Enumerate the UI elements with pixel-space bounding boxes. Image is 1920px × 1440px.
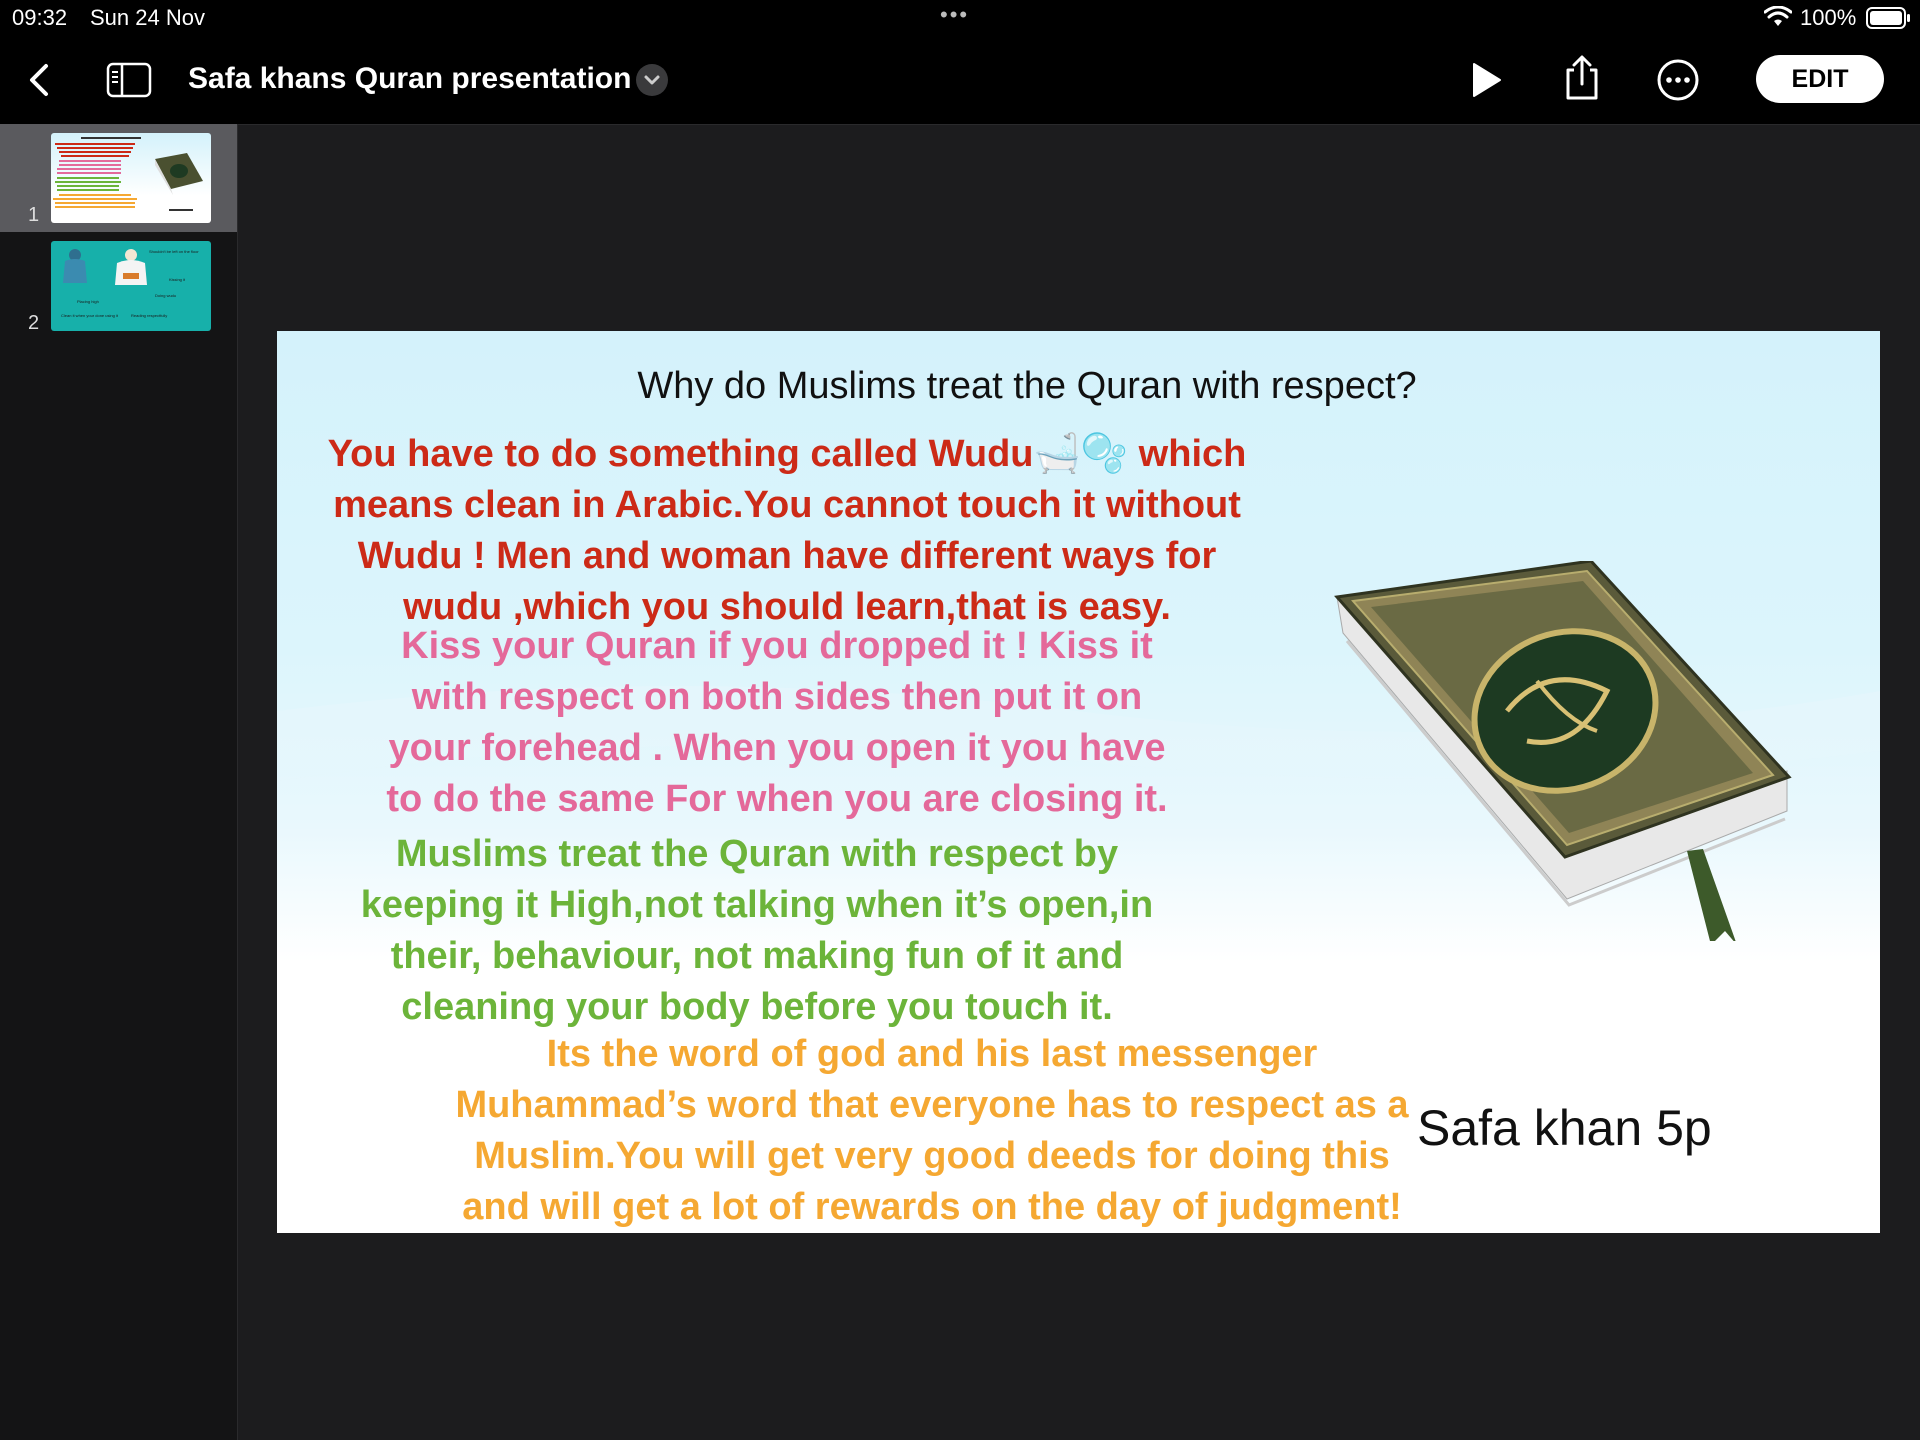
status-bar bbox=[0, 0, 1920, 36]
back-chevron-icon[interactable] bbox=[20, 60, 60, 100]
slide-navigator bbox=[0, 124, 238, 1440]
thumb2-label: Shouldn't be left on the floor bbox=[149, 249, 199, 254]
quran-book-image bbox=[1307, 561, 1827, 941]
text-line: Wudu ! Men and woman have different ways for bbox=[357, 535, 1217, 577]
title-menu-chevron-icon[interactable] bbox=[636, 64, 668, 96]
battery-percentage: 100% bbox=[1800, 5, 1857, 30]
thumb2-label: Kissing it bbox=[169, 277, 186, 282]
slide-thumbnail-1[interactable] bbox=[0, 124, 237, 232]
document-title[interactable]: Safa khans Quran presentation bbox=[188, 62, 632, 95]
play-icon[interactable] bbox=[1464, 58, 1508, 102]
paragraph-kiss bbox=[277, 621, 1277, 825]
thumb2-label: Placing high bbox=[77, 299, 99, 304]
slide-thumbnail-2[interactable] bbox=[0, 232, 237, 340]
text-line: with respect on both sides then put it on bbox=[411, 676, 1143, 718]
slide-heading: Why do Muslims treat the Quran with respect? bbox=[637, 365, 1417, 407]
toolbar bbox=[0, 36, 1920, 125]
thumb2-label: Doing wudu bbox=[155, 293, 177, 298]
text-line: Muslim.You will get very good deeds for doing this bbox=[474, 1135, 1390, 1177]
text-line: Kiss your Quran if you dropped it ! Kiss it bbox=[401, 625, 1153, 667]
status-date: Sun 24 Nov bbox=[90, 5, 205, 30]
text-line: their, behaviour, not making fun of it and bbox=[390, 935, 1124, 977]
text-line: your forehead . When you open it you have bbox=[388, 727, 1166, 769]
text-line: means clean in Arabic.You cannot touch it without bbox=[333, 484, 1241, 526]
thumb2-label: Clean it when your done using it bbox=[61, 313, 118, 318]
paragraph-word-of-god bbox=[277, 1029, 1587, 1233]
text-line: and will get a lot of rewards on the day of judgment! bbox=[462, 1186, 1402, 1228]
text-line: Muslims treat the Quran with respect by bbox=[395, 833, 1119, 875]
wifi-icon bbox=[1764, 6, 1792, 28]
more-options-icon[interactable] bbox=[1656, 58, 1700, 102]
slide-2-preview bbox=[51, 241, 211, 331]
text-line: cleaning your body before you touch it. bbox=[401, 986, 1113, 1028]
slide-canvas[interactable] bbox=[277, 331, 1880, 1233]
paragraph-respect bbox=[277, 829, 1237, 1033]
text-line: to do the same For when you are closing it. bbox=[386, 778, 1168, 820]
multitasking-dots-icon[interactable]: ••• bbox=[940, 2, 970, 27]
text-line: Its the word of god and his last messenger bbox=[546, 1033, 1318, 1075]
paragraph-wudu bbox=[277, 429, 1297, 633]
thumb2-label: Reading respectfully bbox=[131, 313, 168, 318]
slide-1-preview bbox=[51, 133, 211, 223]
text-line: Muhammad’s word that everyone has to respect as a bbox=[455, 1084, 1409, 1126]
share-icon[interactable] bbox=[1560, 54, 1604, 102]
text-line: You have to do something called Wudu🛁🫧 which bbox=[327, 433, 1247, 475]
author-name: Safa khan 5p bbox=[1417, 1100, 1712, 1156]
status-time: 09:32 bbox=[12, 5, 68, 30]
sidebar-toggle-icon[interactable] bbox=[106, 62, 152, 98]
edit-button[interactable]: EDIT bbox=[1756, 55, 1884, 103]
slide-number: 2 bbox=[28, 312, 40, 334]
text-line: wudu ,which you should learn,that is easy. bbox=[403, 586, 1171, 628]
text-line: keeping it High,not talking when it’s open,in bbox=[360, 884, 1154, 926]
battery-icon bbox=[1866, 7, 1912, 29]
slide-number: 1 bbox=[28, 204, 40, 226]
